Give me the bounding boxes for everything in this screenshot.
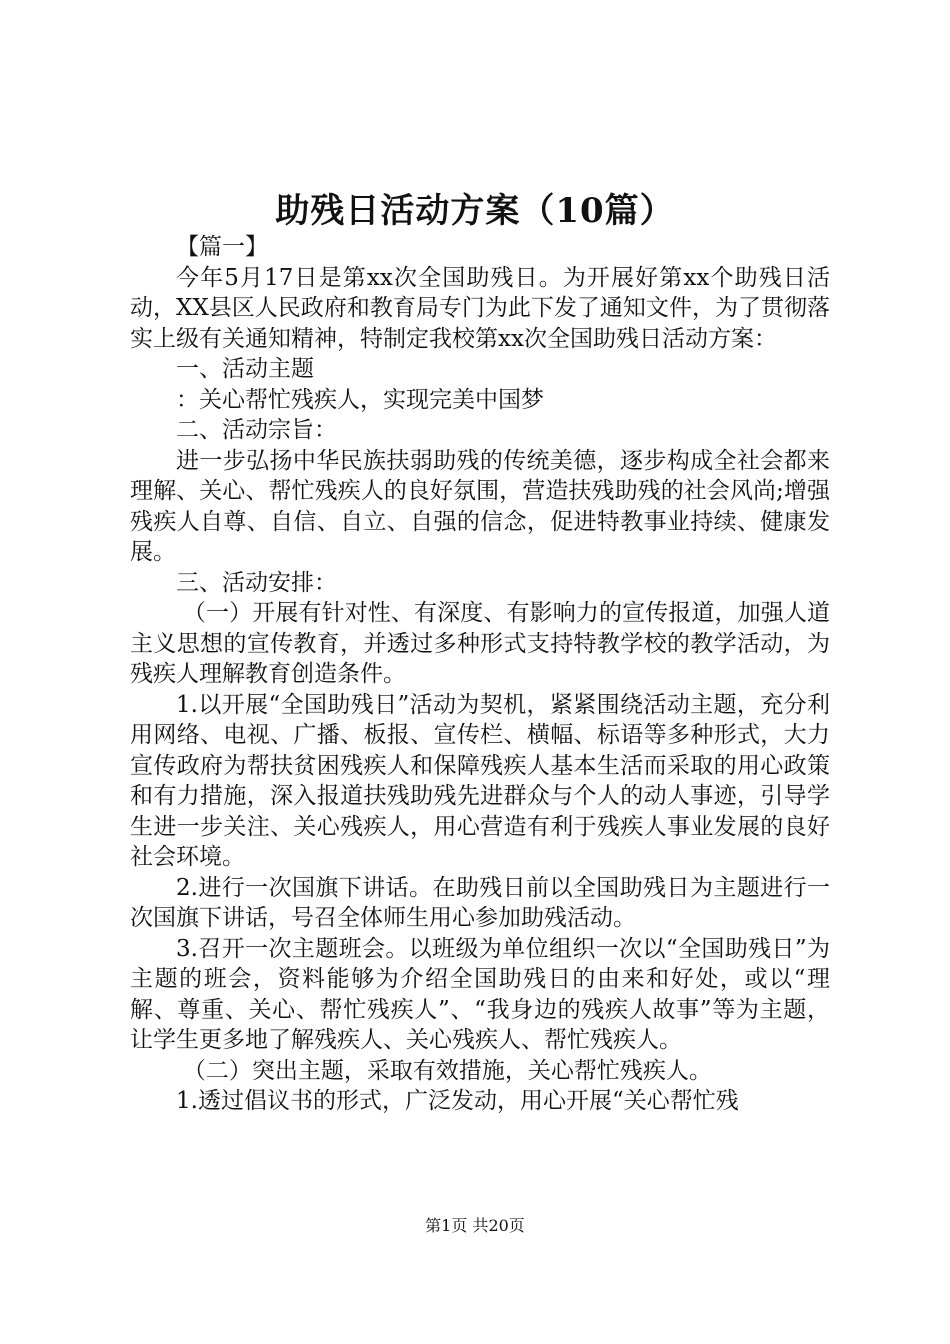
document-body: [130, 232, 830, 1117]
arrangement-part-one: （一）开展有针对性、有深度、有影响力的宣传报道，加强人道主义思想的宣传教育，并透过多种形式支持特教学校的教学活动，为残疾人理解教育创造条件。: [130, 600, 830, 687]
heading-activity-arrangement: 三、活动安排：: [176, 569, 337, 596]
heading-activity-purpose: 二、活动宗旨：: [176, 417, 337, 443]
activity-theme-text: ：关心帮忙残疾人，实现完美中国梦: [176, 386, 544, 413]
page-title: 助残日活动方案（10篇）: [275, 191, 675, 231]
arrangement-item-1: 1.以开展“全国助残日”活动为契机，紧紧围绕活动主题，充分利用网络、电视、广播、板报、宣传栏、横幅、标语等多种形式，大力宣传政府为帮扶贫困残疾人和保障残疾人基本生活而采取的用心政策和有力措施，深入报道扶残助残先进群众与个人的动人事迹，引导学生进一步关注、关心残疾人，用心营造有利于残疾人事业发展的良好社会环境。: [130, 691, 830, 870]
arrangement-part-two-item-1: 1.透过倡议书的形式，广泛发动，用心开展“关心帮忙残: [176, 1088, 739, 1114]
activity-purpose-text: 进一步弘扬中华民族扶弱助残的传统美德，逐步构成全社会都来理解、关心、帮忙残疾人的良好氛围，营造扶残助残的社会风尚;增强残疾人自尊、自信、自立、自强的信念，促进特教事业持续、健康发展。: [130, 447, 830, 565]
intro-paragraph: 今年5月17日是第xx次全国助残日。为开展好第xx个助残日活动，XX县区人民政府和教育局专门为此下发了通知文件，为了贯彻落实上级有关通知精神，特制定我校第xx次全国助残日活动方案：: [130, 264, 830, 352]
arrangement-part-two: （二）突出主题，采取有效措施，关心帮忙残疾人。: [182, 1057, 712, 1084]
heading-activity-theme: 一、活动主题: [176, 356, 314, 382]
arrangement-item-2: 2.进行一次国旗下讲话。在助残日前以全国助残日为主题进行一次国旗下讲话，号召全体师生用心参加助残活动。: [130, 874, 830, 931]
page-footer: 第1页 共20页: [425, 1216, 525, 1235]
arrangement-item-3: 3.召开一次主题班会。以班级为单位组织一次以“全国助残日”为主题的班会，资料能够为介绍全国助残日的由来和好处，或以“理解、尊重、关心、帮忙残疾人”、“我身边的残疾人故事”等为主题，让学生更多地了解残疾人、关心残疾人、帮忙残疾人。: [130, 935, 830, 1053]
section-heading: 【篇一】: [176, 234, 268, 260]
